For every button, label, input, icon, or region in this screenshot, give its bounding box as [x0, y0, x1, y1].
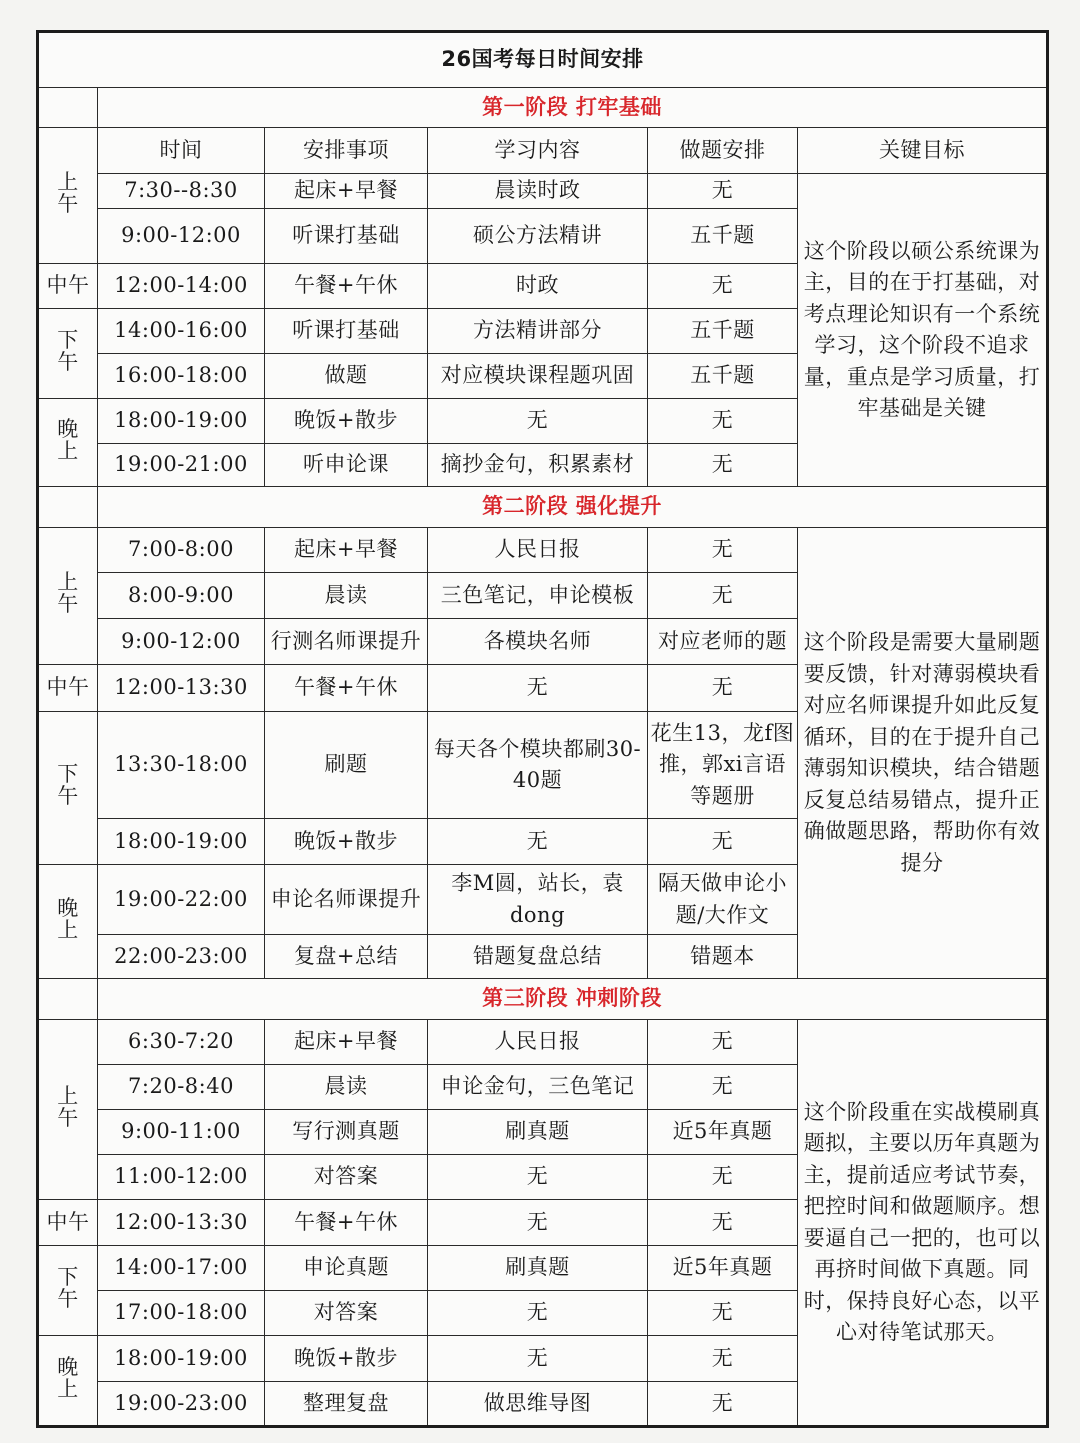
item-cell: 听课打基础 [265, 309, 428, 354]
practice-cell: 花生13，龙f图推，郭xi言语等题册 [648, 712, 798, 819]
item-cell: 听申论课 [265, 444, 428, 487]
content-cell: 无 [428, 819, 648, 865]
practice-cell: 无 [648, 174, 798, 209]
item-cell: 起床+早餐 [265, 174, 428, 209]
time-cell: 7:20-8:40 [98, 1065, 265, 1110]
practice-cell: 无 [648, 1065, 798, 1110]
practice-cell: 无 [648, 665, 798, 712]
item-cell: 刷题 [265, 712, 428, 819]
goal-cell: 这个阶段是需要大量刷题要反馈，针对薄弱模块看对应名师课提升如此反复循环，目的在于提升自己薄弱知识模块，结合错题反复总结易错点，提升正确做题思路，帮助你有效提分 [798, 528, 1048, 979]
item-cell: 午餐+午休 [265, 665, 428, 712]
stage-title: 第一阶段 打牢基础 [98, 88, 1048, 128]
time-cell: 19:00-23:00 [98, 1382, 265, 1427]
stage-title: 第二阶段 强化提升 [98, 487, 1048, 528]
item-cell: 申论名师课提升 [265, 865, 428, 935]
time-cell: 18:00-19:00 [98, 819, 265, 865]
time-cell: 19:00-22:00 [98, 865, 265, 935]
period-label: 中午 [38, 264, 98, 309]
time-cell: 14:00-17:00 [98, 1246, 265, 1291]
period-label: 下午 [38, 712, 98, 865]
time-cell: 16:00-18:00 [98, 354, 265, 399]
time-cell: 7:00-8:00 [98, 528, 265, 573]
practice-cell: 无 [648, 528, 798, 573]
content-cell: 刷真题 [428, 1110, 648, 1155]
practice-cell: 对应老师的题 [648, 619, 798, 665]
time-cell: 18:00-19:00 [98, 399, 265, 444]
practice-cell: 无 [648, 444, 798, 487]
content-cell: 无 [428, 665, 648, 712]
content-cell: 无 [428, 1155, 648, 1200]
period-label: 上午 [38, 128, 98, 264]
time-cell: 12:00-13:30 [98, 665, 265, 712]
content-cell: 对应模块课程题巩固 [428, 354, 648, 399]
item-cell: 午餐+午休 [265, 264, 428, 309]
stage-spacer [38, 88, 98, 128]
header-goal: 关键目标 [798, 128, 1048, 174]
period-label: 晚上 [38, 1336, 98, 1427]
schedule-table [36, 30, 1049, 1428]
item-cell: 听课打基础 [265, 209, 428, 264]
time-cell: 12:00-14:00 [98, 264, 265, 309]
stage-row [38, 487, 1048, 528]
time-cell: 9:00-12:00 [98, 619, 265, 665]
practice-cell: 五千题 [648, 309, 798, 354]
content-cell: 申论金句，三色笔记 [428, 1065, 648, 1110]
period-label: 上午 [38, 528, 98, 665]
practice-cell: 无 [648, 1020, 798, 1065]
period-label: 下午 [38, 1246, 98, 1336]
practice-cell: 近5年真题 [648, 1246, 798, 1291]
table-row [38, 1020, 1048, 1065]
stage-spacer [38, 487, 98, 528]
time-cell: 8:00-9:00 [98, 573, 265, 619]
header-time: 时间 [98, 128, 265, 174]
content-cell: 各模块名师 [428, 619, 648, 665]
practice-cell: 无 [648, 264, 798, 309]
content-cell: 晨读时政 [428, 174, 648, 209]
period-label: 中午 [38, 1200, 98, 1246]
practice-cell: 五千题 [648, 354, 798, 399]
time-cell: 12:00-13:30 [98, 1200, 265, 1246]
time-cell: 18:00-19:00 [98, 1336, 265, 1382]
content-cell: 硕公方法精讲 [428, 209, 648, 264]
content-cell: 无 [428, 1336, 648, 1382]
content-cell: 每天各个模块都刷30-40题 [428, 712, 648, 819]
item-cell: 晚饭+散步 [265, 1336, 428, 1382]
stage-row [38, 88, 1048, 128]
header-practice: 做题安排 [648, 128, 798, 174]
practice-cell: 无 [648, 399, 798, 444]
item-cell: 对答案 [265, 1155, 428, 1200]
time-cell: 14:00-16:00 [98, 309, 265, 354]
item-cell: 起床+早餐 [265, 528, 428, 573]
item-cell: 写行测真题 [265, 1110, 428, 1155]
stage-row [38, 979, 1048, 1020]
period-label: 上午 [38, 1020, 98, 1200]
schedule-sheet [36, 30, 1046, 1428]
item-cell: 晚饭+散步 [265, 399, 428, 444]
item-cell: 整理复盘 [265, 1382, 428, 1427]
practice-cell: 无 [648, 1382, 798, 1427]
content-cell: 李M圆，站长，袁dong [428, 865, 648, 935]
practice-cell: 无 [648, 573, 798, 619]
stage-spacer [38, 979, 98, 1020]
item-cell: 申论真题 [265, 1246, 428, 1291]
table-row [38, 174, 1048, 209]
content-cell: 三色笔记，申论模板 [428, 573, 648, 619]
period-label: 中午 [38, 665, 98, 712]
content-cell: 无 [428, 399, 648, 444]
goal-cell: 这个阶段重在实战模刷真题拟，主要以历年真题为主，提前适应考试节奏，把控时间和做题顺序。想要逼自己一把的，也可以再挤时间做下真题。同时，保持良好心态，以平心对待笔试那天。 [798, 1020, 1048, 1427]
period-label: 晚上 [38, 399, 98, 487]
time-cell: 13:30-18:00 [98, 712, 265, 819]
period-label: 晚上 [38, 865, 98, 979]
time-cell: 7:30--8:30 [98, 174, 265, 209]
table-row [38, 528, 1048, 573]
item-cell: 起床+早餐 [265, 1020, 428, 1065]
time-cell: 6:30-7:20 [98, 1020, 265, 1065]
page-title: 26国考每日时间安排 [38, 32, 1048, 88]
header-item: 安排事项 [265, 128, 428, 174]
practice-cell: 无 [648, 1155, 798, 1200]
time-cell: 17:00-18:00 [98, 1291, 265, 1336]
time-cell: 22:00-23:00 [98, 935, 265, 979]
content-cell: 无 [428, 1291, 648, 1336]
title-row [38, 32, 1048, 88]
item-cell: 行测名师课提升 [265, 619, 428, 665]
practice-cell: 无 [648, 1336, 798, 1382]
content-cell: 时政 [428, 264, 648, 309]
time-cell: 11:00-12:00 [98, 1155, 265, 1200]
content-cell: 方法精讲部分 [428, 309, 648, 354]
header-content: 学习内容 [428, 128, 648, 174]
item-cell: 午餐+午休 [265, 1200, 428, 1246]
practice-cell: 错题本 [648, 935, 798, 979]
period-label: 下午 [38, 309, 98, 399]
item-cell: 复盘+总结 [265, 935, 428, 979]
practice-cell: 无 [648, 1291, 798, 1336]
goal-cell: 这个阶段以硕公系统课为主，目的在于打基础，对考点理论知识有一个系统学习，这个阶段不追求量，重点是学习质量，打牢基础是关键 [798, 174, 1048, 487]
item-cell: 做题 [265, 354, 428, 399]
content-cell: 人民日报 [428, 528, 648, 573]
content-cell: 刷真题 [428, 1246, 648, 1291]
practice-cell: 无 [648, 1200, 798, 1246]
header-row [38, 128, 1048, 174]
time-cell: 19:00-21:00 [98, 444, 265, 487]
practice-cell: 近5年真题 [648, 1110, 798, 1155]
time-cell: 9:00-12:00 [98, 209, 265, 264]
content-cell: 无 [428, 1200, 648, 1246]
practice-cell: 五千题 [648, 209, 798, 264]
content-cell: 错题复盘总结 [428, 935, 648, 979]
time-cell: 9:00-11:00 [98, 1110, 265, 1155]
item-cell: 晨读 [265, 573, 428, 619]
practice-cell: 隔天做申论小题/大作文 [648, 865, 798, 935]
item-cell: 对答案 [265, 1291, 428, 1336]
practice-cell: 无 [648, 819, 798, 865]
content-cell: 摘抄金句，积累素材 [428, 444, 648, 487]
item-cell: 晨读 [265, 1065, 428, 1110]
content-cell: 做思维导图 [428, 1382, 648, 1427]
item-cell: 晚饭+散步 [265, 819, 428, 865]
stage-title: 第三阶段 冲刺阶段 [98, 979, 1048, 1020]
content-cell: 人民日报 [428, 1020, 648, 1065]
